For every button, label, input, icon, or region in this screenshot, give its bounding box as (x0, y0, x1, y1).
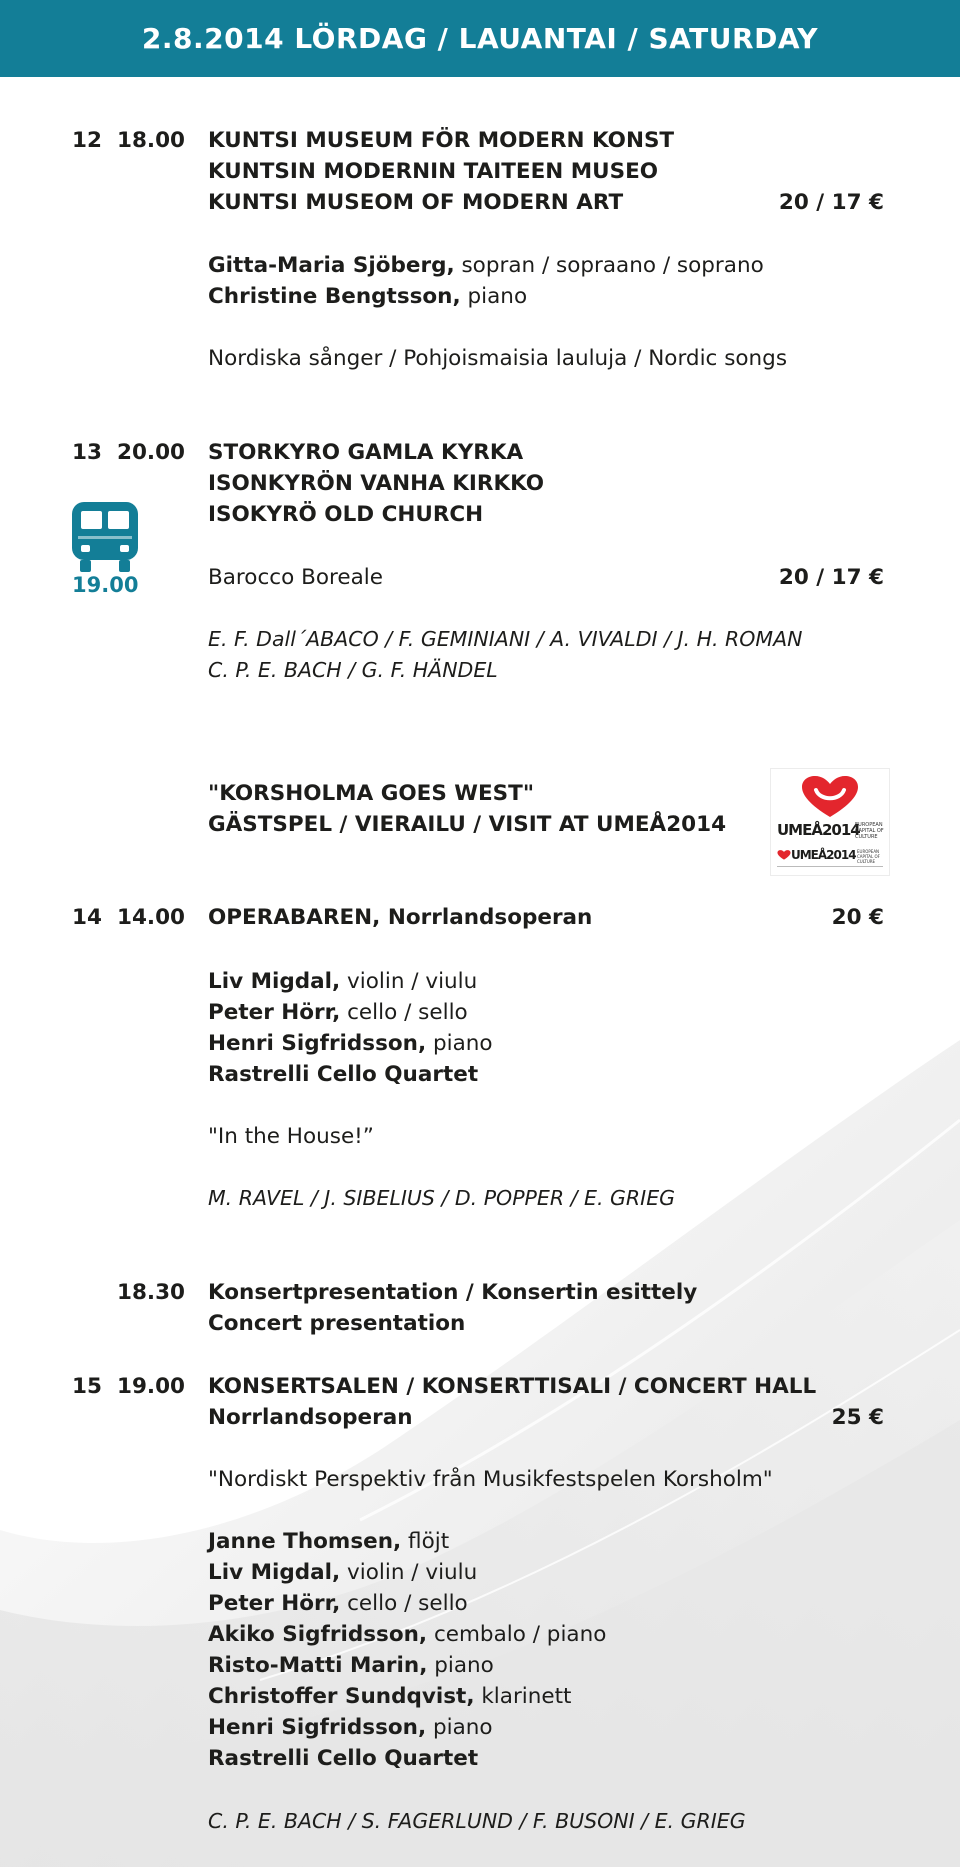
performer-role: piano (434, 1653, 494, 1678)
performer-name: Liv Migdal, (208, 969, 341, 994)
umea2014-logo (770, 768, 890, 876)
performer-name: Henri Sigfridsson, (208, 1715, 427, 1740)
section-title: "KORSHOLMA GOES WEST" (208, 781, 535, 806)
page-header (0, 0, 960, 77)
performer-role: piano (467, 284, 528, 309)
heart-icon (800, 775, 860, 819)
performer-role: flöjt (408, 1529, 450, 1554)
logo-divider (777, 866, 883, 867)
performer (208, 1650, 494, 1681)
program-title: "Nordiskt Perspektiv från Musikfestspelen Korsholm" (208, 1467, 773, 1492)
performer (208, 1588, 468, 1619)
event-number: 14 (72, 905, 102, 930)
ticket-price: 20 / 17 € (778, 190, 884, 215)
performer-name: Christine Bengtsson, (208, 284, 461, 309)
performer (208, 1028, 493, 1059)
venue-line: KUNTSI MUSEUM FÖR MODERN KONST (208, 128, 675, 153)
venue-line: KUNTSIN MODERNIN TAITEEN MUSEO (208, 159, 659, 184)
event-time: 18.30 (117, 1280, 186, 1305)
venue-name: OPERABAREN, (208, 905, 381, 930)
event-time: 14.00 (117, 905, 186, 930)
performer (208, 1557, 477, 1588)
performer-name: Risto-Matti Marin, (208, 1653, 428, 1678)
venue-line: ISOKYRÖ OLD CHURCH (208, 502, 484, 527)
composers: M. RAVEL / J. SIBELIUS / D. POPPER / E. GRIEG (208, 1186, 676, 1210)
performer-name: Christoffer Sundqvist, (208, 1684, 475, 1709)
performer-role: cello / sello (347, 1000, 468, 1025)
composers: C. P. E. BACH / S. FAGERLUND / F. BUSONI / E. GRIEG (208, 1809, 746, 1833)
venue-line: Norrlandsoperan (208, 1405, 413, 1430)
logo-wordmark: UMEÅ2014 (777, 821, 860, 839)
heart-icon (777, 849, 791, 861)
event-number: 12 (72, 128, 102, 153)
venue-line: STORKYRO GAMLA KYRKA (208, 440, 524, 465)
performer-name: Peter Hörr, (208, 1000, 341, 1025)
program-title: "In the House!” (208, 1124, 374, 1149)
composers: E. F. Dall´ABACO / F. GEMINIANI / A. VIVALDI / J. H. ROMAN (208, 627, 803, 651)
venue-line (208, 902, 592, 933)
performer-name: Peter Hörr, (208, 1591, 341, 1616)
performer (208, 1619, 606, 1650)
performer-name: Henri Sigfridsson, (208, 1031, 427, 1056)
performer-role: piano (432, 1715, 493, 1740)
performer (208, 250, 764, 281)
performer-role: klarinett (481, 1684, 572, 1709)
header-title: 2.8.2014 LÖRDAG / LAUANTAI / SATURDAY (141, 22, 819, 55)
performer-name: Barocco Boreale (208, 565, 383, 590)
performer-name: Gitta-Maria Sjöberg, (208, 253, 455, 278)
performer-role: violin / viulu (347, 969, 478, 994)
venue-line: KUNTSI MUSEOM OF MODERN ART (208, 190, 624, 215)
event-time: 20.00 (117, 440, 186, 465)
performer-role: piano (432, 1031, 493, 1056)
performer-name: Rastrelli Cello Quartet (208, 1062, 479, 1087)
venue-line: ISONKYRÖN VANHA KIRKKO (208, 471, 545, 496)
logo-tagline: EUROPEAN CAPITAL OF CULTURE (857, 849, 880, 864)
logo-wordmark: UMEÅ2014 (791, 848, 856, 862)
performer (208, 1526, 449, 1557)
venue-sub: Norrlandsoperan (387, 905, 593, 930)
bus-departure-time: 19.00 (72, 573, 139, 597)
performer-name: Janne Thomsen, (208, 1529, 402, 1554)
logo-tagline: EUROPEAN CAPITAL OF CULTURE (855, 822, 884, 840)
event-time: 18.00 (117, 128, 186, 153)
performer (208, 1059, 478, 1090)
performer (208, 966, 477, 997)
performer-role: violin / viulu (347, 1560, 478, 1585)
performer-name: Liv Migdal, (208, 1560, 341, 1585)
composers: C. P. E. BACH / G. F. HÄNDEL (208, 658, 498, 682)
performer (208, 281, 527, 312)
ticket-price: 20 € (831, 905, 884, 930)
performer-name: Akiko Sigfridsson, (208, 1622, 428, 1647)
venue-line: KONSERTSALEN / KONSERTTISALI / CONCERT HALL (208, 1374, 817, 1399)
event-number: 15 (72, 1374, 102, 1399)
ticket-price: 25 € (831, 1405, 884, 1430)
program-title: Nordiska sånger / Pohjoismaisia lauluja / Nordic songs (208, 346, 788, 371)
performer (208, 1681, 571, 1712)
presentation-title: Konsertpresentation / Konsertin esittely (208, 1280, 698, 1305)
performer (208, 1743, 478, 1774)
bus-icon (70, 500, 142, 580)
performer (208, 1712, 493, 1743)
performer (208, 997, 468, 1028)
ticket-price: 20 / 17 € (778, 565, 884, 590)
presentation-subtitle: Concert presentation (208, 1311, 466, 1336)
performer-name: Rastrelli Cello Quartet (208, 1746, 479, 1771)
performer-role: cello / sello (347, 1591, 468, 1616)
performer-role: cembalo / piano (433, 1622, 607, 1647)
section-subtitle: GÄSTSPEL / VIERAILU / VISIT AT UMEÅ2014 (208, 812, 727, 837)
performer-role: sopran / sopraano / soprano (461, 253, 764, 278)
event-number: 13 (72, 440, 102, 465)
event-time: 19.00 (117, 1374, 186, 1399)
